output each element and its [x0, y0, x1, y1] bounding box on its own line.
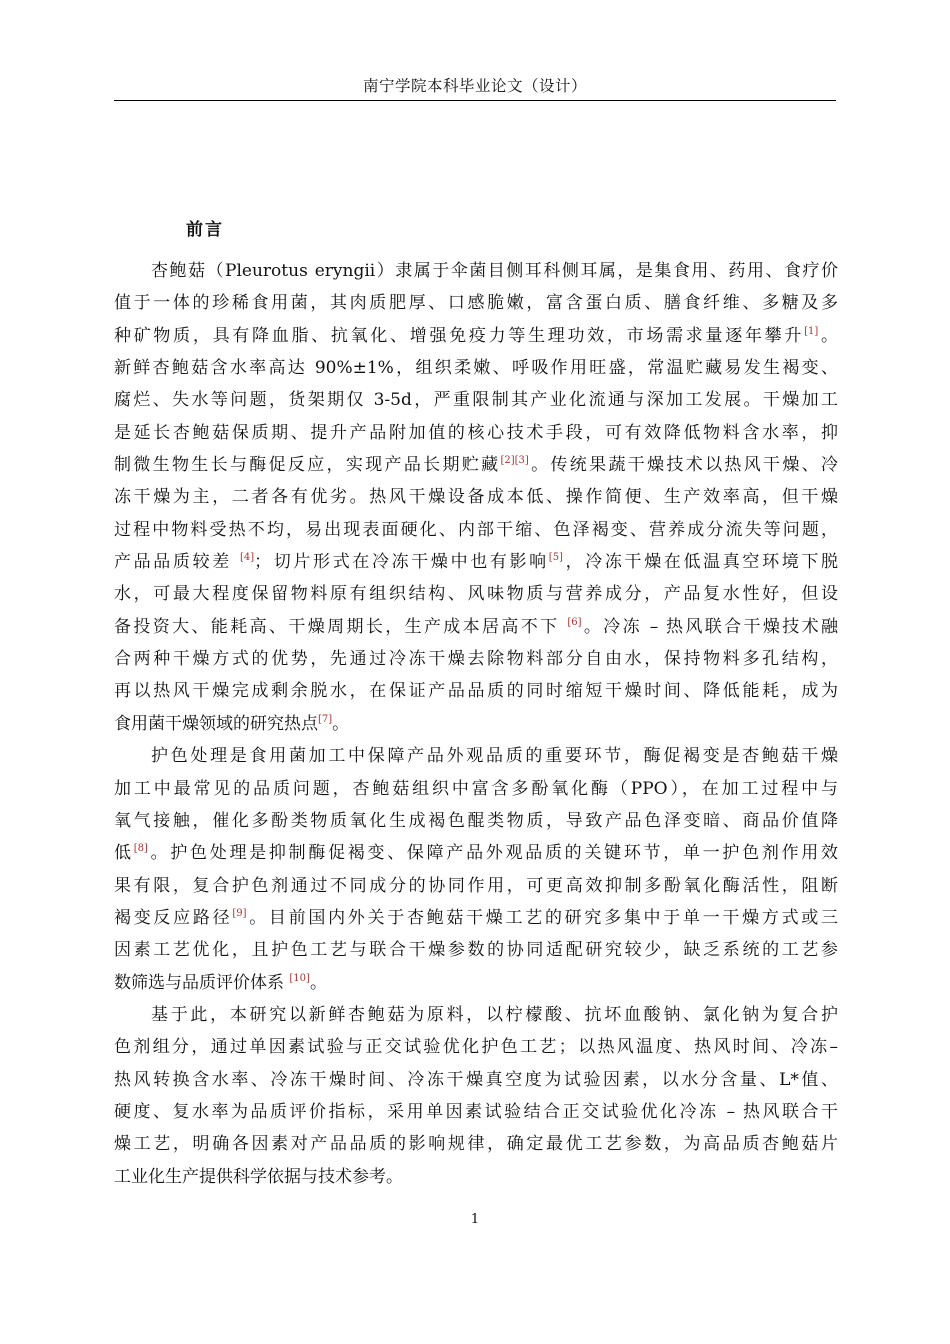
text-line	[114, 902, 838, 934]
citation-ref: [9]	[232, 907, 247, 919]
text-run: 制微生物生长与酶促反应，实现产品长期贮藏	[114, 455, 501, 476]
citation-ref: [5]	[548, 552, 563, 564]
text-run: 再以热风干燥完成剩余脱水，在保证产品品质的同时缩短干燥时间、降低能耗，成为	[114, 681, 838, 702]
paragraph	[114, 999, 838, 1193]
text-line	[114, 578, 838, 610]
text-run: 新鲜杏鲍菇含水率高达 90%±1%，组织柔嫩、呼吸作用旺盛，常温贮藏易发生褐变、	[114, 358, 838, 379]
text-run: ，冷冻干燥在低温真空环境下脱	[562, 552, 839, 573]
text-line	[114, 1096, 838, 1128]
text-line	[114, 1128, 838, 1160]
text-line	[114, 449, 838, 481]
text-run: 。目前国内外关于杏鲍菇干燥工艺的研究多集中于单一干燥方式或三	[246, 907, 839, 928]
text-line	[114, 708, 838, 740]
text-line	[114, 514, 838, 546]
text-run: 腐烂、失水等问题，货架期仅 3-5d，严重限制其产业化流通与深加工发展。干燥加工	[114, 390, 838, 411]
text-run: 数筛选与品质评价体系	[114, 972, 290, 993]
citation-ref: [6]	[567, 616, 582, 628]
text-run: 护色处理是食用菌加工中保障产品外观品质的重要环节，酶促褐变是杏鲍菇干燥	[151, 746, 838, 767]
text-run: 。	[332, 713, 350, 734]
text-run: 是延长杏鲍菇保质期、提升产品附加值的核心技术手段，可有效降低物料含水率，抑	[114, 422, 838, 443]
text-run: 。传统果蔬干燥技术以热风干燥、冷	[528, 455, 839, 476]
text-run: 因素工艺优化，且护色工艺与联合干燥参数的协同适配研究较少，缺乏系统的工艺参	[114, 940, 838, 961]
citation-ref: [1]	[804, 325, 819, 337]
text-run: 热风转换含水率、冷冻干燥时间、冷冻干燥真空度为试验因素，以水分含量、L*值、	[114, 1069, 838, 1090]
text-run: 。	[818, 325, 838, 346]
text-line	[114, 1161, 838, 1193]
text-run: 合两种干燥方式的优势，先通过冷冻干燥去除物料部分自由水，保持物料多孔结构，	[114, 649, 838, 670]
text-line	[114, 384, 838, 416]
page-number: 1	[470, 1212, 480, 1227]
text-run: 。	[309, 972, 327, 993]
section-title: 前言	[186, 220, 224, 240]
text-run: 工业化生产提供科学依据与技术参考。	[114, 1166, 403, 1187]
citation-ref: [7]	[318, 713, 333, 725]
paragraph	[114, 255, 838, 740]
text-run: 杏鲍菇（Pleurotus eryngii）隶属于伞菌目侧耳科侧耳属，是集食用、药用、食疗价	[151, 261, 838, 281]
header-rule	[114, 100, 836, 101]
text-line	[114, 320, 838, 352]
text-run: 基于此，本研究以新鲜杏鲍菇为原料，以柠檬酸、抗坏血酸钠、氯化钠为复合护	[151, 1004, 838, 1025]
text-run: 低	[114, 843, 134, 864]
running-header: 南宁学院本科毕业论文（设计）	[362, 77, 587, 95]
text-run: 色剂组分，通过单因素试验与正交试验优化护色工艺；以热风温度、热风时间、冷冻–	[114, 1037, 838, 1058]
text-run: 水，可最大程度保留物料原有组织结构、风味物质与营养成分，产品复水性好，但设	[114, 584, 838, 605]
text-run: 。冷冻 – 热风联合干燥技术融	[581, 616, 839, 637]
text-run: 种矿物质，具有降血脂、抗氧化、增强免疫力等生理功效，市场需求量逐年攀升	[114, 325, 805, 346]
text-run: 产品品质较差	[114, 552, 240, 573]
text-line	[114, 870, 838, 902]
citation-ref: [4]	[239, 552, 255, 564]
citation-ref: [10]	[289, 972, 310, 984]
citation-ref: [8]	[133, 843, 148, 855]
text-line	[114, 255, 838, 287]
text-line	[114, 773, 838, 805]
text-line	[114, 481, 838, 513]
text-line	[114, 967, 838, 999]
text-run: 燥工艺，明确各因素对产品品质的影响规律，确定最优工艺参数，为高品质杏鲍菇片	[114, 1134, 838, 1155]
text-line	[114, 999, 838, 1031]
text-run: 加工中最常见的品质问题，杏鲍菇组织中富含多酚氧化酶（PPO），在加工过程中与	[114, 778, 838, 799]
text-run: 褐变反应路径	[114, 907, 233, 928]
text-line	[114, 805, 838, 837]
text-line	[114, 1064, 838, 1096]
text-line	[114, 643, 838, 675]
text-run: 果有限，复合护色剂通过不同成分的协同作用，可更高效抑制多酚氧化酶活性，阻断	[114, 875, 838, 896]
text-line	[114, 934, 838, 966]
text-run: 冻干燥为主，二者各有优劣。热风干燥设备成本低、操作简便、生产效率高，但干燥	[114, 487, 838, 508]
text-run: 值于一体的珍稀食用菌，其肉质肥厚、口感脆嫩，富含蛋白质、膳食纤维、多糖及多	[114, 293, 838, 314]
paragraph	[114, 740, 838, 999]
body-text	[114, 255, 838, 1193]
text-run: 食用菌干燥领域的研究热点	[114, 713, 318, 734]
text-run: 过程中物料受热不均，易出现表面硬化、内部干缩、色泽褐变、营养成分流失等问题，	[114, 519, 838, 540]
text-line	[114, 675, 838, 707]
text-line	[114, 287, 838, 319]
text-run: 氧气接触，催化多酚类物质氧化生成褐色醌类物质，导致产品色泽变暗、商品价值降	[114, 810, 838, 831]
text-run: 备投资大、能耗高、干燥周期长，生产成本居高不下	[114, 616, 568, 637]
text-line	[114, 740, 838, 772]
text-line	[114, 546, 838, 578]
text-line	[114, 837, 838, 869]
text-run: 。护色处理是抑制酶促褐变、保障产品外观品质的关键环节，单一护色剂作用效	[147, 843, 838, 864]
text-line	[114, 417, 838, 449]
text-line	[114, 352, 838, 384]
text-run: ；切片形式在冷冻干燥中也有影响	[254, 552, 549, 573]
text-line	[114, 1031, 838, 1063]
citation-ref: [2][3]	[500, 455, 529, 467]
text-line	[114, 611, 838, 643]
text-run: 硬度、复水率为品质评价指标，采用单因素试验结合正交试验优化冷冻 – 热风联合干	[114, 1101, 838, 1122]
